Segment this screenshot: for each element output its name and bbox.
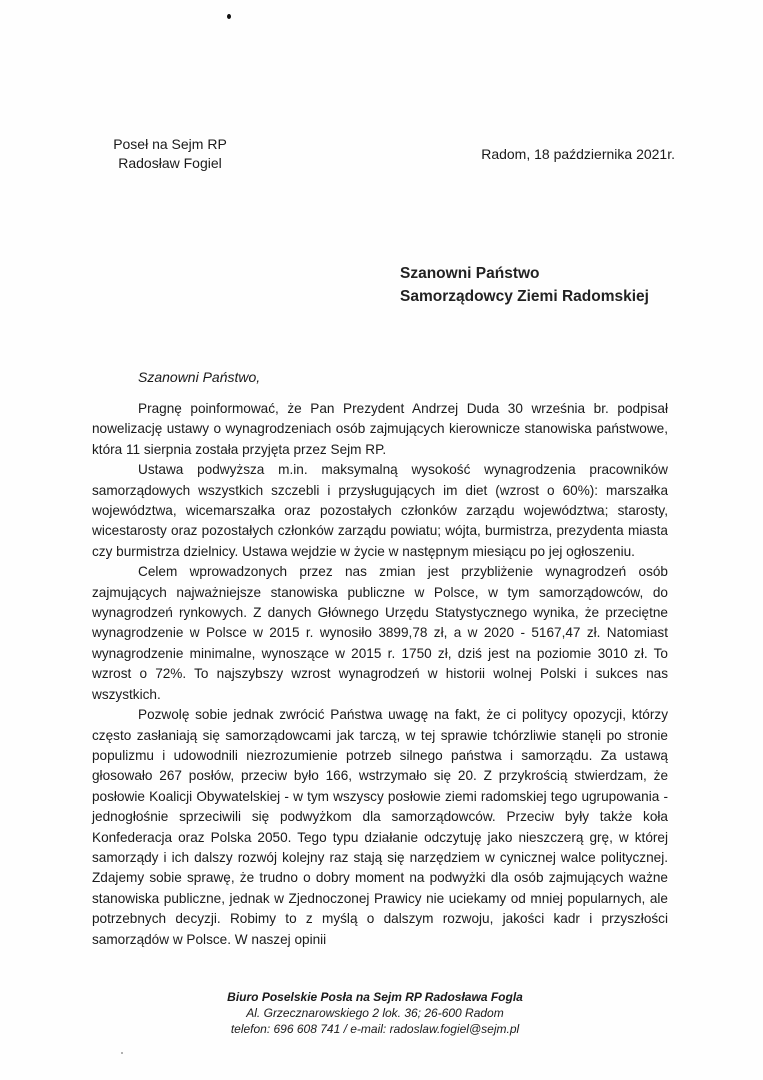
paragraph: Pozwolę sobie jednak zwrócić Państwa uwagę na fakt, że ci politycy opozycji, którzy często zasłaniają się samorządowcami jak tarczą, w tej sprawie tchórzliwie stanęli po stronie populizmu i udowodnili niezrozumienie potrzeb silnego państwa i samorządu. Za ustawą głosowało 267 posłów, przeciw było 166, wstrzymało się 20. Z przykrością stwierdzam, że posłowie Koalicji Obywatelskiej - w tym wszyscy posłowie ziemi radomskiej tego ugrupowania - jednogłośnie sprzeciwili się podwyżkom dla samorządowców. Przeciw były także koła Konfederacja oraz Polska 2050. Tego typu działanie odczytuję jako nieszczerą grę, w której samorządy i ich dalszy rozwój kolejny raz stają się narzędziem w cynicznej walce politycznej. Zdajemy sobie sprawę, że trudno o dobry moment na podwyżki dla osób zajmujących ważne stanowiska publiczne, jednak w Zjednoczonej Prawicy nie uciekamy od mniej popularnych, ale potrzebnych decyzji. Robimy to z myślą o dalszym rozwoju, jakości kadr i przyszłości samorządów w Polsce. W naszej opinii xyxy=(92,707,668,947)
sender-name: Radosław Fogiel xyxy=(118,155,222,171)
footer-office: Biuro Poselskie Posła na Sejm RP Radosława Fogla xyxy=(227,990,523,1004)
sender-block xyxy=(100,135,240,173)
paragraph: Pragnę poinformować, że Pan Prezydent Andrzej Duda 30 września br. podpisał nowelizację ustawy o wynagrodzeniach osób zajmujących kierownicze stanowiska państwowe, która 11 sierpnia została przyjęta przez Sejm RP. xyxy=(92,401,668,457)
scan-speck xyxy=(227,14,231,19)
sender-title: Poseł na Sejm RP xyxy=(113,136,227,152)
paragraph: Celem wprowadzonych przez nas zmian jest przybliżenie wynagrodzeń osób zajmujących najważniejsze stanowiska publiczne w Polsce, w tym samorządowców, do wynagrodzeń rynkowych. Z danych Głównego Urzędu Statystycznego wynika, że przeciętne wynagrodzenie w Polsce w 2015 r. wynosiło 3899,78 zł, a w 2020 - 5167,47 zł. Natomiast wynagrodzenie minimalne, wynoszące w 2015 r. 1750 zł, dziś jest na poziomie 3010 zł. To wzrost o 72%. To najszybszy wzrost wynagrodzeń w historii wolnej Polski i sukces nas wszystkich. xyxy=(92,564,668,702)
footer-contact: telefon: 696 608 741 / e-mail: radoslaw.fogiel@sejm.pl xyxy=(230,1022,520,1036)
footer-address: Al. Grzecznarowskiego 2 lok. 36; 26-600 Radom xyxy=(246,1006,504,1020)
footer xyxy=(200,989,550,1037)
addressee-line-1: Szanowni Państwo xyxy=(400,265,540,282)
addressee-block xyxy=(400,262,649,308)
letter-body xyxy=(92,399,668,950)
scan-speck xyxy=(121,1052,123,1054)
paragraph: Ustawa podwyższa m.in. maksymalną wysokość wynagrodzenia pracowników samorządowych wszystkich szczebli i przysługujących im diet (wzrost o 60%): marszałka województwa, wicemarszałka oraz pozostałych członków zarządu województwa; starosty, wicestarosty oraz pozostałych członków zarządu powiatu; wójta, burmistrza, prezydenta miasta czy burmistrza dzielnicy. Ustawa wejdzie w życie w następnym miesiącu po jej ogłoszeniu. xyxy=(92,462,668,559)
addressee-line-2: Samorządowcy Ziemi Radomskiej xyxy=(400,288,649,305)
place-date: Radom, 18 października 2021r. xyxy=(481,146,675,162)
salutation: Szanowni Państwo, xyxy=(138,369,261,385)
